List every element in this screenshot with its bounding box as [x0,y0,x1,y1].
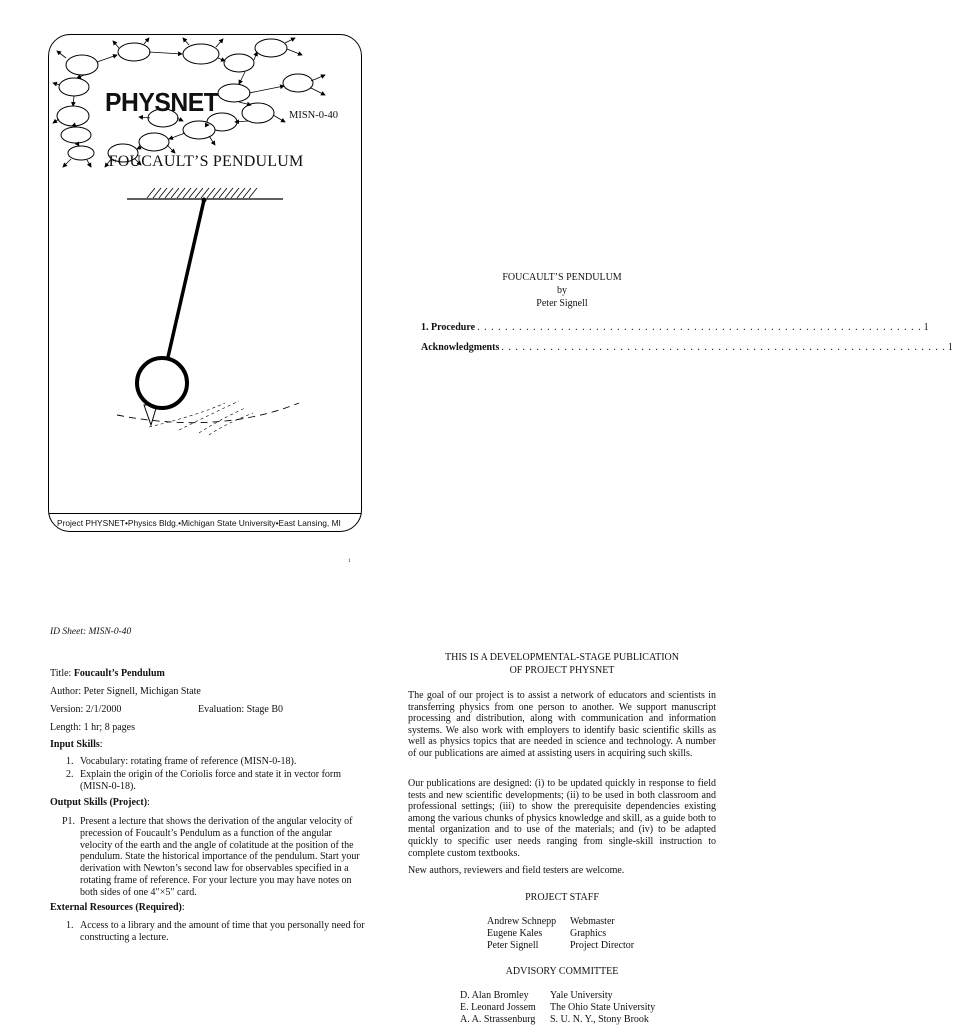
toc-page: 1 [947,342,953,353]
toc-label: Acknowledgments [421,342,500,353]
list-item: 2. Explain the origin of the Coriolis force and state it in vector form (MISN-0-18). [66,769,342,792]
title-page-title: FOUCAULT’S PENDULUM [502,272,622,283]
title-block [408,271,716,310]
publication-heading: THIS IS A DEVELOPMENTAL-STAGE PUBLICATION OF PROJECT PHYSNET [445,652,679,676]
input-skills-heading: Input Skills: [50,739,103,750]
pendulum-bob [137,358,187,408]
toc-label: 1. Procedure [421,322,476,333]
cover-footer: Project PHYSNET•Physics Bldg.•Michigan State University•East Lansing, MI [49,513,361,531]
id-version: Version: 2/1/2000 [50,704,122,715]
staff-row: Peter Signell Project Director [487,940,635,951]
staff-row: Eugene Kales Graphics [487,928,607,939]
input-skills-list [66,756,366,794]
id-evaluation: Evaluation: Stage B0 [198,704,283,715]
pendulum-rod [168,200,204,357]
advisory-committee-list [460,990,655,1026]
publication-welcome-paragraph: New authors, reviewers and field testers are welcome. [408,865,625,876]
toc-entry-procedure[interactable] [421,322,929,333]
publication-design-paragraph: Our publications are designed: (i) to be updated quickly in response to field tests and new scientific developments; (ii) to be used in both classroom and professional settings; (iii) to show the prerequisite dependencies existing among the various chunks of physics knowledge and skill, as a guide both to mental organization and to use of the materials; and (iv) to be adapted quickly to specific user needs ranging from single-skill instruction to complete custom textbooks. [408,778,716,859]
title-page-by: by [557,285,567,296]
id-length: Length: 1 hr; 8 pages [50,722,135,733]
toc-page: 1 [923,322,929,333]
id-sheet-heading: ID Sheet: MISN-0-40 [50,627,132,637]
external-resources-list [66,920,366,945]
cover-title: FOUCAULT’S PENDULUM [108,153,304,170]
external-resources-heading: External Resources (Required): [50,902,185,913]
physnet-logo-text: PHYSNET [105,87,219,117]
toc-leader: . . . . . . . . . . . . . . . . . . . . . . . . . . . . . . . . . . . . . . . . . . . . . . . . . . . . . . . . . . . . . . . . [501,342,946,353]
id-title-line [50,668,165,679]
list-item: 1. Access to a library and the amount of time that you personally need for constructing a lecture. [66,920,365,943]
id-title-value: Foucault’s Pendulum [73,668,165,679]
id-title-label: Title: [50,668,74,679]
module-code: MISN-0-40 [289,110,338,121]
output-skill-p1: P1. Present a lecture that shows the derivation of the angular velocity of precession of Foucault’s Pendulum as a function of the angular velocity of the earth and the angle of colatitude at the position of the pendulum. State the historical importance of the pendulum. Start your derivation with Newton’s second law for observables specified in a rotating frame of reference. For your lecture you may have notes on both sides of one 4″×5″ card. [62,816,360,898]
publication-goal-paragraph: The goal of our project is to assist a network of educators and scientists in transferring physics from one person to another. We support manuscript processing and distribution, along with communication and information systems. We also work with employers to identify basic scientific skills as well as physics topics that are needed in science and technology. A number of our publications are aimed at assisting users in acquiring such skills. [408,690,716,759]
id-author: Author: Peter Signell, Michigan State [50,686,201,697]
advisory-row: A. A. Strassenburg S. U. N. Y., Stony Brook [460,1014,649,1025]
advisory-row: D. Alan Bromley Yale University [460,990,613,1001]
id-version-line [50,704,370,715]
staff-row: Andrew Schnepp Webmaster [487,916,615,927]
project-staff-heading: PROJECT STAFF [525,892,599,903]
title-page-author: Peter Signell [536,298,588,309]
cover-card [48,34,362,532]
advisory-row: E. Leonard Jossem The Ohio State University [460,1002,656,1013]
toc-leader: . . . . . . . . . . . . . . . . . . . . . . . . . . . . . . . . . . . . . . . . . . . . . . . . . . . . . . . . . . . . . . . . [477,322,922,333]
list-item: 1. Vocabulary: rotating frame of reference (MISN-0-18). [66,756,297,767]
project-staff-list [487,916,634,952]
advisory-committee-heading: ADVISORY COMMITTEE [505,966,619,977]
toc-entry-acknowledgments[interactable] [421,342,953,353]
page-number: 1 [348,559,351,564]
output-skills-heading: Output Skills (Project): [50,797,150,808]
